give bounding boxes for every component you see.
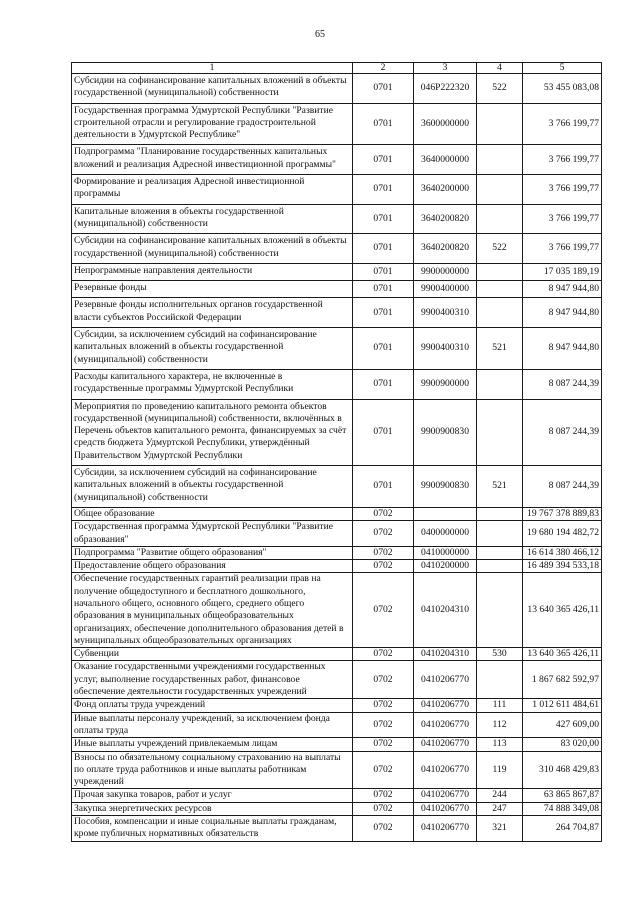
header-col-amount: 5 [523,63,602,74]
table-row [72,204,602,234]
row-amount: 3 766 199,77 [523,234,602,264]
table-row [72,712,602,738]
row-target-code: 0410206770 [414,789,477,802]
row-section: 0701 [353,298,414,328]
row-section: 0701 [353,145,414,175]
row-amount: 3 766 199,77 [523,175,602,205]
table-row [72,507,602,520]
row-target-code: 0410206770 [414,816,477,842]
row-expense-type [477,573,523,648]
row-name: Субвенции [72,648,353,661]
row-section: 0701 [353,263,414,280]
row-name: Формирование и реализация Адресной инвестиционной программы [72,175,353,205]
row-expense-type [477,145,523,175]
row-name: Субсидии, за исключением субсидий на софинансирование капитальных вложений в объекты государственной (муниципальной) собственности [72,328,353,370]
header-col-name: 1 [72,63,353,74]
row-amount: 3 766 199,77 [523,103,602,145]
row-expense-type: 522 [477,74,523,104]
row-target-code: 0410206770 [414,738,477,751]
table-row [72,175,602,205]
row-amount: 8 087 244,39 [523,369,602,399]
row-name: Взносы по обязательному социальному страхованию на выплаты по оплате труда работников и иные выплаты работникам учреждений [72,751,353,789]
row-section: 0702 [353,661,414,699]
row-expense-type [477,399,523,465]
table-row [72,560,602,573]
table-row [72,816,602,842]
row-amount: 19 680 194 482,72 [523,521,602,547]
row-target-code: 9900900830 [414,466,477,508]
row-target-code: 0410204310 [414,648,477,661]
row-expense-type: 530 [477,648,523,661]
row-name: Фонд оплаты труда учреждений [72,699,353,712]
row-amount: 8 947 944,80 [523,298,602,328]
row-amount: 53 455 083,08 [523,74,602,104]
table-row [72,699,602,712]
row-section: 0702 [353,648,414,661]
row-target-code: 0410200000 [414,560,477,573]
row-amount: 17 035 189,19 [523,263,602,280]
row-section: 0702 [353,712,414,738]
row-expense-type [477,546,523,559]
row-amount: 19 767 378 889,83 [523,507,602,520]
table-row [72,466,602,508]
row-amount: 63 865 867,87 [523,789,602,802]
table-row [72,546,602,559]
row-section: 0702 [353,816,414,842]
row-name: Общее образование [72,507,353,520]
row-target-code: 9900900830 [414,399,477,465]
row-section: 0702 [353,738,414,751]
table-row [72,103,602,145]
row-expense-type: 112 [477,712,523,738]
row-name: Государственная программа Удмуртской Республики "Развитие образования" [72,521,353,547]
table-row [72,74,602,104]
row-expense-type: 321 [477,816,523,842]
row-amount: 427 609,00 [523,712,602,738]
row-target-code: 3640200820 [414,204,477,234]
row-section: 0701 [353,103,414,145]
row-target-code: 0410204310 [414,573,477,648]
row-target-code: 3640200820 [414,234,477,264]
row-target-code: 9900400000 [414,281,477,298]
table-row [72,399,602,465]
row-name: Резервные фонды [72,281,353,298]
row-target-code: 0410206770 [414,751,477,789]
row-section: 0701 [353,369,414,399]
table-row [72,789,602,802]
row-name: Иные выплаты учреждений привлекаемым лицам [72,738,353,751]
table-row [72,145,602,175]
row-amount: 1 012 611 484,61 [523,699,602,712]
row-amount: 74 888 349,08 [523,802,602,815]
row-name: Иные выплаты персоналу учреждений, за исключением фонда оплаты труда [72,712,353,738]
header-col-section: 2 [353,63,414,74]
table-row [72,521,602,547]
row-target-code: 0410206770 [414,712,477,738]
row-amount: 1 867 682 592,97 [523,661,602,699]
row-name: Оказание государственными учреждениями государственных услуг, выполнение государственных работ, финансовое обеспечение деятельности государственных учреждений [72,661,353,699]
row-section: 0702 [353,521,414,547]
row-amount: 83 020,00 [523,738,602,751]
row-expense-type [477,103,523,145]
table-row [72,648,602,661]
row-amount: 310 468 429,83 [523,751,602,789]
header-col-type: 4 [477,63,523,74]
row-name: Предоставление общего образования [72,560,353,573]
row-expense-type [477,507,523,520]
row-target-code: 9900400310 [414,328,477,370]
row-expense-type [477,204,523,234]
row-section: 0701 [353,281,414,298]
table-row [72,802,602,815]
row-name: Мероприятия по проведению капитального ремонта объектов государственной (муниципальной) собственности, включённых в Перечень объектов капитального ремонта, финансируемых за счёт средств бюджета Удмуртской Республики, утверждённый Правительством Удмуртской Республики [72,399,353,465]
row-expense-type: 247 [477,802,523,815]
table-row [72,751,602,789]
row-amount: 3 766 199,77 [523,204,602,234]
row-target-code [414,507,477,520]
row-target-code: 0400000000 [414,521,477,547]
row-amount: 8 087 244,39 [523,399,602,465]
row-target-code: 3640200000 [414,175,477,205]
row-section: 0701 [353,234,414,264]
row-name: Субсидии, за исключением субсидий на софинансирование капитальных вложений в объекты государственной (муниципальной) собственности [72,466,353,508]
row-amount: 8 947 944,80 [523,328,602,370]
row-expense-type: 119 [477,751,523,789]
table-row [72,298,602,328]
row-name: Резервные фонды исполнительных органов государственной власти субъектов Российской Федерации [72,298,353,328]
table-row [72,661,602,699]
row-expense-type: 113 [477,738,523,751]
row-target-code: 046P222320 [414,74,477,104]
row-section: 0702 [353,573,414,648]
row-target-code: 9900900000 [414,369,477,399]
table-row [72,573,602,648]
row-section: 0701 [353,204,414,234]
row-amount: 16 489 394 533,18 [523,560,602,573]
row-section: 0702 [353,699,414,712]
row-expense-type [477,281,523,298]
table-row [72,369,602,399]
row-name: Подпрограмма "Планирование государственных капитальных вложений и реализация Адресной инвестиционной программы" [72,145,353,175]
row-section: 0702 [353,546,414,559]
row-section: 0701 [353,399,414,465]
row-expense-type: 111 [477,699,523,712]
row-name: Государственная программа Удмуртской Республики "Развитие строительной отрасли и регулирование градостроительной деятельности в Удмуртской Республике" [72,103,353,145]
row-target-code: 9900400310 [414,298,477,328]
row-expense-type [477,521,523,547]
row-amount: 13 640 365 426,11 [523,648,602,661]
row-expense-type [477,369,523,399]
row-target-code: 3640000000 [414,145,477,175]
table-row [72,281,602,298]
page-number: 65 [315,29,325,40]
row-target-code: 0410206770 [414,699,477,712]
row-name: Субсидии на софинансирование капитальных вложений в объекты государственной (муниципальной) собственности [72,234,353,264]
row-name: Пособия, компенсации и иные социальные выплаты гражданам, кроме публичных нормативных обязательств [72,816,353,842]
row-target-code: 0410206770 [414,802,477,815]
row-amount: 8 087 244,39 [523,466,602,508]
row-expense-type: 521 [477,466,523,508]
row-target-code: 9900000000 [414,263,477,280]
row-amount: 264 704,87 [523,816,602,842]
row-expense-type [477,263,523,280]
row-amount: 13 640 365 426,11 [523,573,602,648]
row-name: Обеспечение государственных гарантий реализации прав на получение общедоступного и бесплатного дошкольного, начального общего, основного общего, среднего общего образования в муниципальных общеобразовательных организациях, обеспечение дополнительного образования детей в муниципальных общеобразовательных организациях [72,573,353,648]
header-row [72,63,602,74]
row-name: Непрограммные направления деятельности [72,263,353,280]
budget-table [71,62,602,842]
row-expense-type [477,560,523,573]
row-expense-type [477,298,523,328]
header-col-code: 3 [414,63,477,74]
row-amount: 8 947 944,80 [523,281,602,298]
row-name: Прочая закупка товаров, работ и услуг [72,789,353,802]
row-expense-type: 522 [477,234,523,264]
row-section: 0702 [353,751,414,789]
row-expense-type: 521 [477,328,523,370]
row-section: 0702 [353,802,414,815]
row-name: Капитальные вложения в объекты государственной (муниципальной) собственности [72,204,353,234]
row-name: Закупка энергетических ресурсов [72,802,353,815]
row-target-code: 0410000000 [414,546,477,559]
row-target-code: 0410206770 [414,661,477,699]
row-section: 0702 [353,507,414,520]
row-section: 0701 [353,328,414,370]
table-row [72,263,602,280]
row-amount: 16 614 380 466,12 [523,546,602,559]
table-row [72,738,602,751]
row-amount: 3 766 199,77 [523,145,602,175]
row-section: 0702 [353,560,414,573]
row-section: 0701 [353,74,414,104]
row-name: Подпрограмма "Развитие общего образования" [72,546,353,559]
row-section: 0702 [353,789,414,802]
row-target-code: 3600000000 [414,103,477,145]
row-section: 0701 [353,466,414,508]
row-expense-type [477,175,523,205]
row-name: Субсидии на софинансирование капитальных вложений в объекты государственной (муниципальной) собственности [72,74,353,104]
row-name: Расходы капитального характера, не включенные в государственные программы Удмуртской Республики [72,369,353,399]
table-row [72,328,602,370]
row-expense-type: 244 [477,789,523,802]
row-section: 0701 [353,175,414,205]
row-expense-type [477,661,523,699]
table-row [72,234,602,264]
